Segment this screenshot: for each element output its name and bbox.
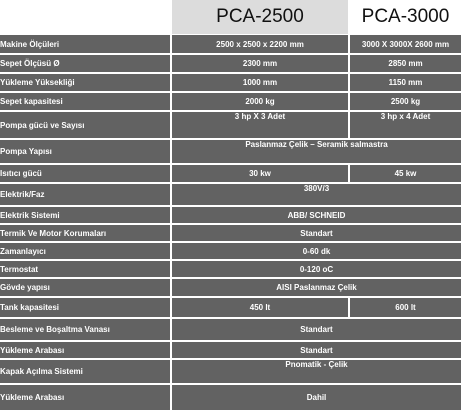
table-row	[0, 279, 461, 298]
row-label: Sepet kapasitesi	[0, 93, 172, 112]
row-label: Gövde yapısı	[0, 279, 172, 298]
value-pca-3000: 3 hp x 4 Adet	[350, 112, 461, 140]
table-row	[0, 207, 461, 225]
row-label: Elektrik Sistemi	[0, 207, 172, 225]
row-label: Pompa gücü ve Sayısı	[0, 112, 172, 140]
table-row	[0, 342, 461, 360]
row-label: Zamanlayıcı	[0, 243, 172, 261]
table-row	[0, 165, 461, 184]
table-row	[0, 74, 461, 93]
table-row	[0, 55, 461, 74]
row-label: Elektrik/Faz	[0, 184, 172, 207]
value-pca-3000: 2850 mm	[350, 55, 461, 74]
value-shared: 380V/3	[172, 184, 461, 207]
value-pca-2500: 3 hp X 3 Adet	[172, 112, 350, 140]
row-label: Yükleme Arabası	[0, 385, 172, 412]
model-header-pca-2500: PCA-2500	[172, 0, 348, 34]
row-label: Isıtıcı gücü	[0, 165, 172, 184]
table-row	[0, 93, 461, 112]
table-row	[0, 35, 461, 55]
model-header-pca-3000: PCA-3000	[350, 0, 461, 34]
value-shared: AISI Paslanmaz Çelik	[172, 279, 461, 298]
row-label: Yükleme Yüksekliği	[0, 74, 172, 93]
row-label: Kapak Açılma Sistemi	[0, 360, 172, 385]
value-pca-3000: 2500 kg	[350, 93, 461, 112]
table-row	[0, 360, 461, 385]
table-row	[0, 243, 461, 261]
value-pca-3000: 3000 X 3000X 2600 mm	[350, 35, 461, 55]
value-pca-3000: 1150 mm	[350, 74, 461, 93]
table-row	[0, 385, 461, 412]
row-label: Yükleme Arabası	[0, 342, 172, 360]
row-label: Besleme ve Boşaltma Vanası	[0, 319, 172, 342]
row-label: Makine Ölçüleri	[0, 35, 172, 55]
table-row	[0, 298, 461, 319]
value-pca-2500: 2000 kg	[172, 93, 350, 112]
spec-table	[0, 35, 461, 412]
row-label: Termik Ve Motor Korumaları	[0, 225, 172, 243]
table-row	[0, 319, 461, 342]
value-pca-2500: 30 kw	[172, 165, 350, 184]
table-row	[0, 261, 461, 279]
value-shared: Paslanmaz Çelik – Seramik salmastra	[172, 140, 461, 165]
value-shared: Standart	[172, 225, 461, 243]
value-pca-2500: 2500 x 2500 x 2200 mm	[172, 35, 350, 55]
row-label: Sepet Ölçüsü Ø	[0, 55, 172, 74]
row-label: Tank kapasitesi	[0, 298, 172, 319]
value-shared: Pnomatik - Çelik	[172, 360, 461, 385]
table-row	[0, 184, 461, 207]
value-pca-2500: 1000 mm	[172, 74, 350, 93]
table-row	[0, 140, 461, 165]
value-shared: Standart	[172, 319, 461, 342]
value-pca-2500: 2300 mm	[172, 55, 350, 74]
value-pca-3000: 45 kw	[350, 165, 461, 184]
value-shared: 0-120 oC	[172, 261, 461, 279]
value-shared: Dahil	[172, 385, 461, 412]
row-label: Pompa Yapısı	[0, 140, 172, 165]
value-shared: Standart	[172, 342, 461, 360]
value-pca-2500: 450 lt	[172, 298, 350, 319]
table-row	[0, 225, 461, 243]
value-shared: 0-60 dk	[172, 243, 461, 261]
value-pca-3000: 600 lt	[350, 298, 461, 319]
table-row	[0, 112, 461, 140]
row-label: Termostat	[0, 261, 172, 279]
value-shared: ABB/ SCHNEID	[172, 207, 461, 225]
